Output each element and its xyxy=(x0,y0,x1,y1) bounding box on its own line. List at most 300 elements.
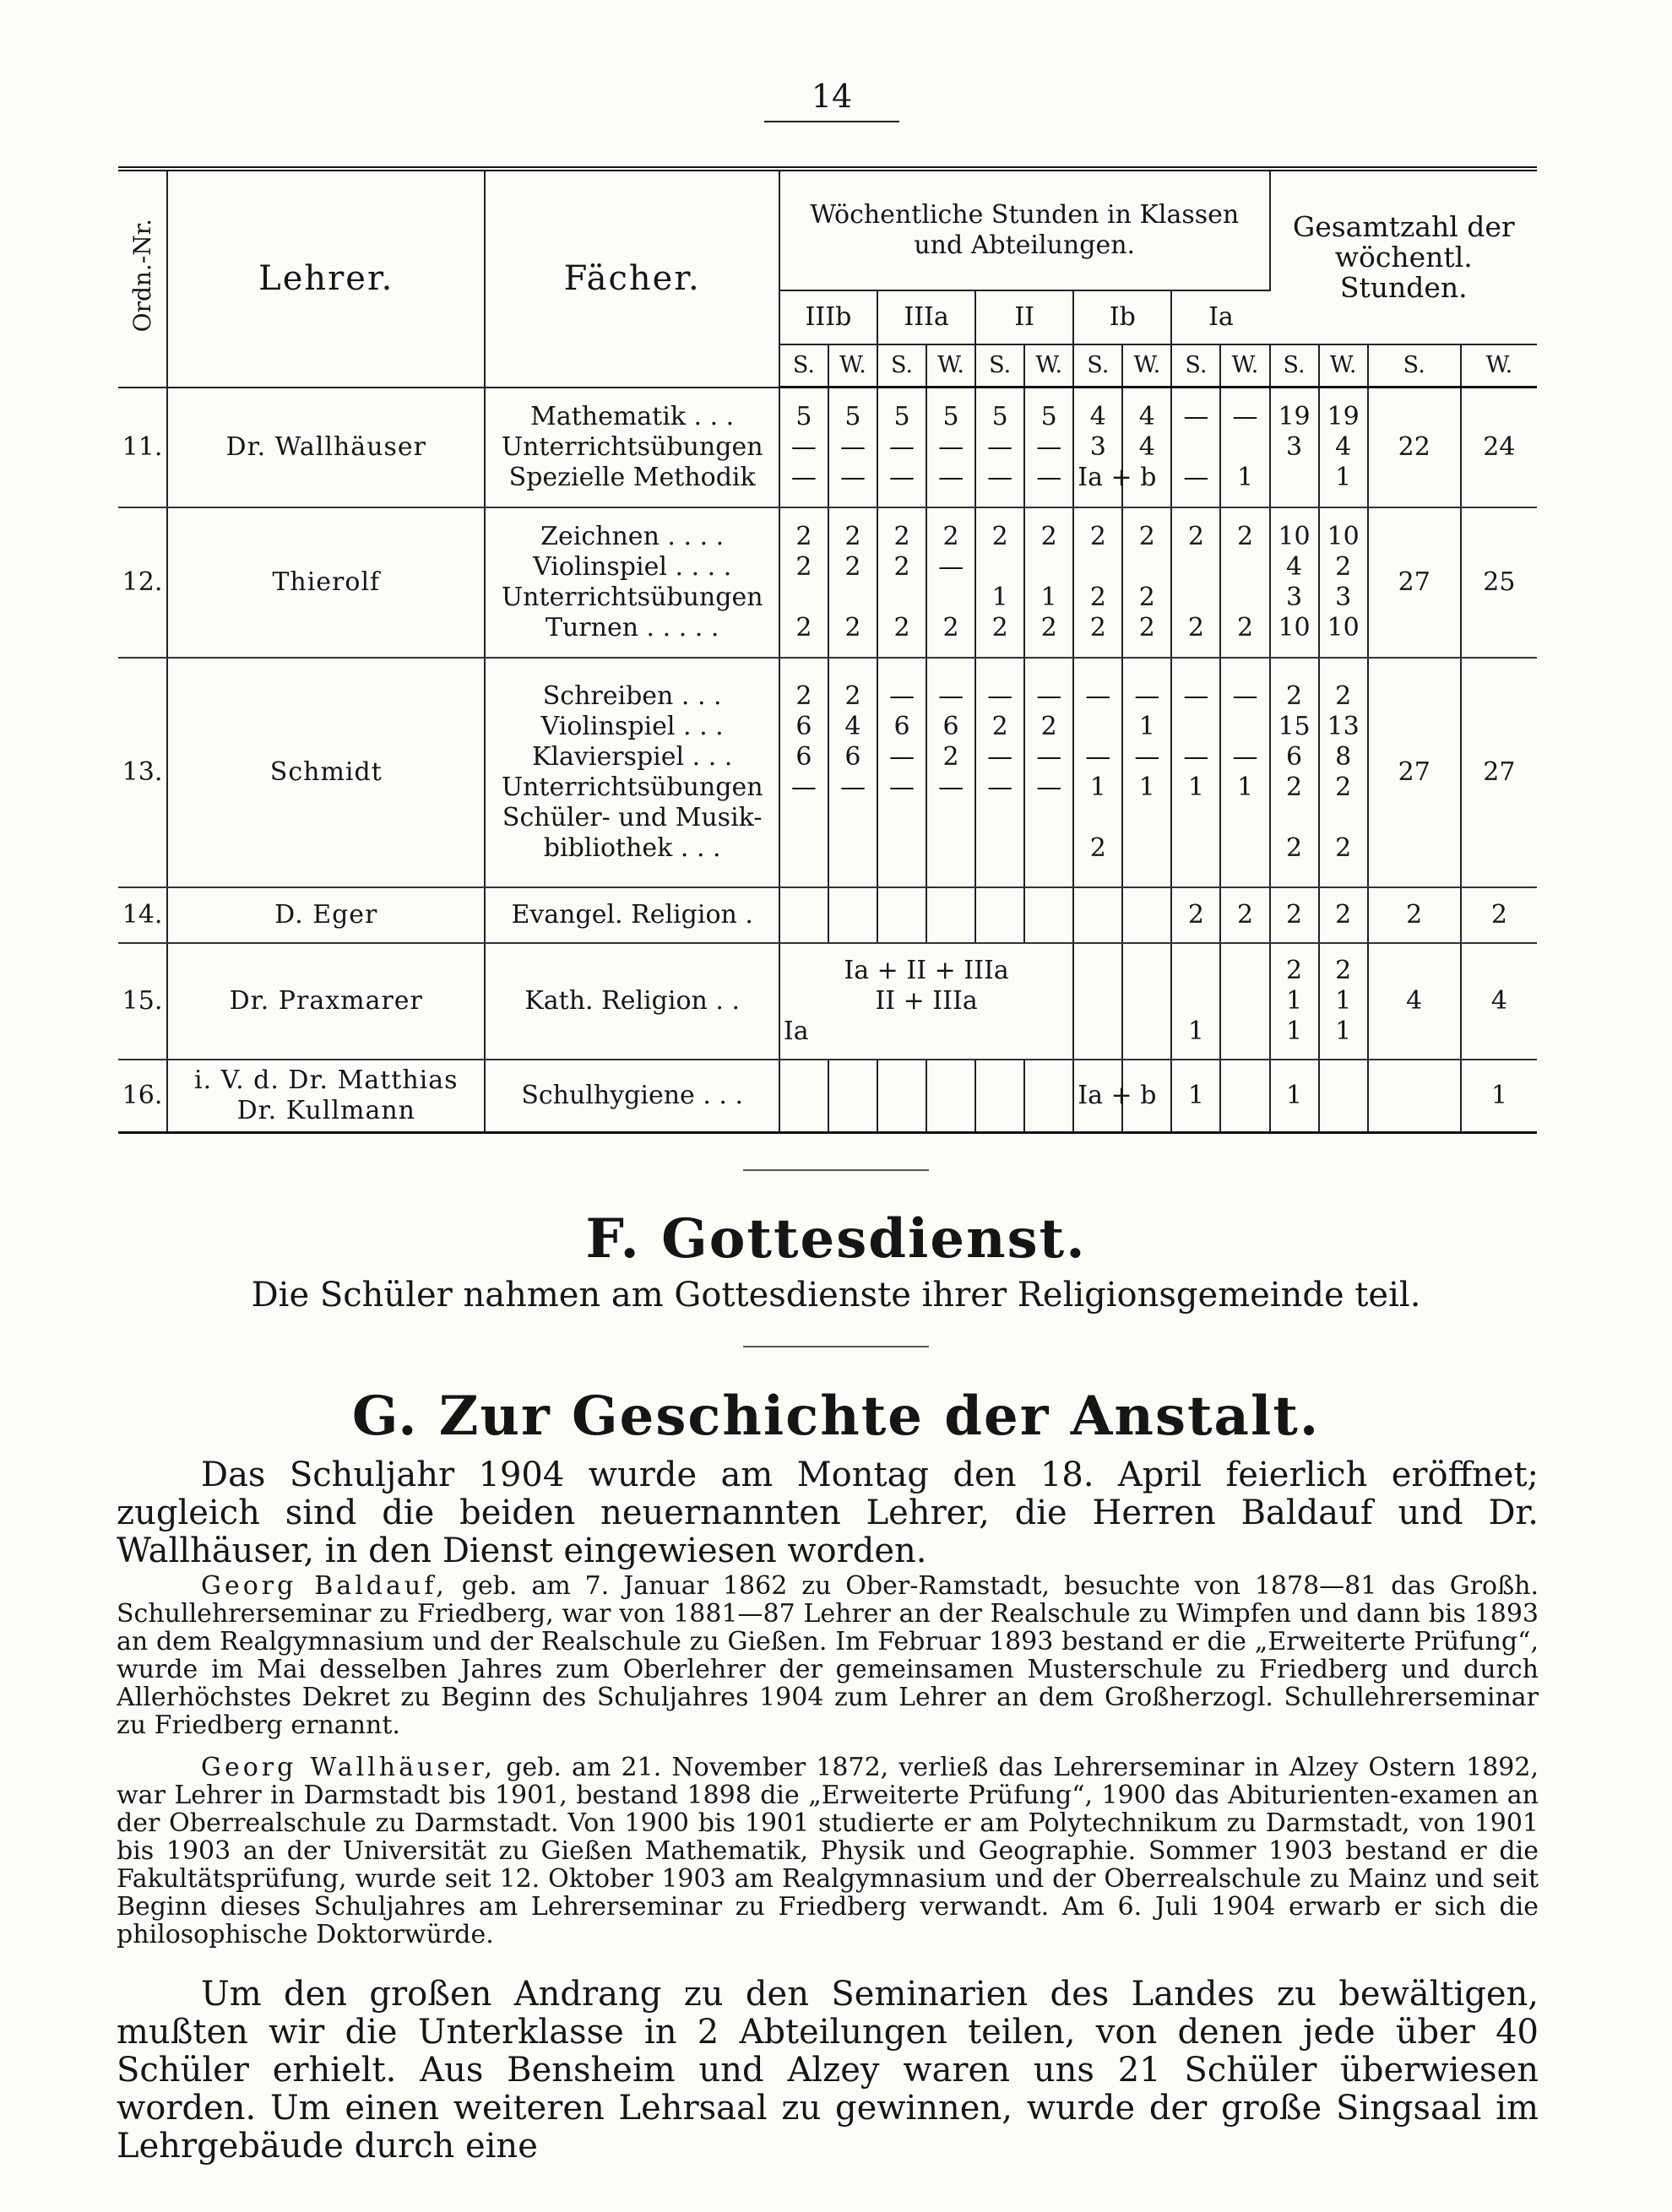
hours-value xyxy=(1175,583,1216,613)
header-winter: W. xyxy=(1024,344,1073,388)
header-class-IIIa: IIIa xyxy=(877,290,975,344)
person-name-wallhaeuser: Georg Wallhäuser, xyxy=(201,1753,497,1782)
hours-cell xyxy=(779,943,1073,1060)
hours-value: 10 xyxy=(1278,613,1311,642)
hours-cell xyxy=(1171,943,1220,1060)
hours-value: — xyxy=(1183,742,1209,772)
hours-value: — xyxy=(938,552,964,582)
hours-value xyxy=(980,900,1020,930)
subject-line: Unterrichtsübungen xyxy=(501,773,763,802)
hours-value: 2 xyxy=(844,522,861,551)
hours-value xyxy=(1029,552,1069,583)
hours-value: 4 xyxy=(844,712,861,741)
hours-value: 4 xyxy=(1286,552,1303,582)
hours-cell xyxy=(1073,388,1157,508)
header-summer: S. xyxy=(1270,344,1319,388)
teacher-name xyxy=(167,658,485,887)
hours-value xyxy=(931,803,971,833)
table-row xyxy=(118,1060,1537,1133)
hours-value xyxy=(882,900,922,930)
hours-value xyxy=(784,803,824,833)
hours-value xyxy=(833,1081,873,1111)
header-subjects: Fächer. xyxy=(485,169,779,388)
hours-value xyxy=(931,583,971,613)
hours-value: 6 xyxy=(795,712,812,741)
hours-value: 15 xyxy=(1278,712,1311,741)
hours-cell xyxy=(975,507,1024,658)
subject-line: Turnen . . . . . xyxy=(545,613,719,642)
teacher-name xyxy=(167,388,485,508)
table-row xyxy=(118,943,1537,1060)
hours-value: — xyxy=(1085,681,1111,711)
hours-value: — xyxy=(1134,742,1160,772)
hours-value: 2 xyxy=(893,522,910,551)
header-total: Gesamtzahl der wöchentl. Stunden. xyxy=(1270,169,1537,344)
teacher-hours-table xyxy=(118,166,1537,1134)
hours-value xyxy=(1274,803,1315,833)
hours-value: 2 xyxy=(844,552,861,582)
hours-value: 4 xyxy=(1089,402,1106,431)
hours-value: — xyxy=(1036,681,1062,711)
hours-cell xyxy=(926,658,975,887)
hours-value: 2 xyxy=(1040,712,1057,741)
hours-cell xyxy=(1220,943,1269,1060)
hours-value xyxy=(1224,1017,1265,1047)
paragraph-3-text: geb. am 21. November 1872, verließ das Lehrerseminar in Alzey Ostern 1892, war Lehrer in Darmstadt bis 1901, bestand 1898 die „Erweiterte Prüfung“, 1900 das Abiturienten-examen an der Oberrealschule zu Darmstadt. Von 1900 bis 1901 studierte er am Polytechnikum zu Darmstadt, von 1901 bis 1903 an der Universität zu Gießen Mathematik, Physik und Geographie. Sommer 1903 bestand er die Fakultätsprüfung, wurde seit 12. Oktober 1903 am Realgymnasium und der Oberrealschule zu Mainz und seit Beginn dieses Schuljahres am Lehrerseminar zu Friedberg verwandt. Am 6. Juli 1904 erwarb er sich die philosophische Doktorwürde. xyxy=(117,1753,1539,1949)
hours-value xyxy=(1078,803,1118,833)
hours-value: 2 xyxy=(1335,900,1352,930)
hours-value: 8 xyxy=(1335,742,1352,772)
hours-value xyxy=(1078,712,1118,742)
subject-line: Klavierspiel . . . xyxy=(532,742,733,772)
hours-cell xyxy=(877,887,926,943)
hours-cell xyxy=(975,887,1024,943)
total-summer: 27 xyxy=(1368,507,1461,658)
teacher-line: Thierolf xyxy=(272,567,381,597)
hours-cell xyxy=(828,658,877,887)
hours-value xyxy=(1224,1081,1265,1111)
hours-value: 1 xyxy=(1187,1081,1204,1110)
hours-value: 6 xyxy=(942,712,959,741)
hours-value xyxy=(784,833,824,864)
header-summer: S. xyxy=(1171,344,1220,388)
total-winter: 1 xyxy=(1461,1060,1537,1133)
teacher-name xyxy=(167,887,485,943)
combined-classes-line: II + IIIa xyxy=(875,986,978,1016)
hours-value xyxy=(1126,803,1167,833)
hours-value: 2 xyxy=(1286,773,1303,802)
hours-value: 1 xyxy=(1187,773,1204,802)
hours-cell xyxy=(1171,507,1220,658)
hours-value xyxy=(1029,803,1069,833)
row-number: 16. xyxy=(118,1060,167,1133)
table-row xyxy=(118,388,1537,508)
hours-cell xyxy=(1270,507,1319,658)
hours-cell xyxy=(975,388,1024,508)
hours-value xyxy=(1029,833,1069,864)
hours-value: 5 xyxy=(991,402,1008,431)
hours-value: 3 xyxy=(1286,432,1303,462)
hours-value xyxy=(980,1081,1020,1111)
hours-value: 13 xyxy=(1327,712,1360,741)
hours-value: 4 xyxy=(1138,432,1155,462)
row-number: 11. xyxy=(118,388,167,508)
subject-line: Unterrichtsübungen xyxy=(501,431,763,462)
hours-value: — xyxy=(1232,742,1258,772)
hours-cell xyxy=(877,658,926,887)
hours-cell xyxy=(1024,658,1073,887)
hours-value: 10 xyxy=(1327,613,1360,642)
hours-cell xyxy=(1220,1060,1269,1133)
combined-classes-line: Ia + II + IIIa xyxy=(844,956,1009,985)
hours-value xyxy=(931,900,971,930)
teacher-line: Dr. Wallhäuser xyxy=(225,431,427,462)
hours-value xyxy=(1175,833,1216,864)
hours-value: 2 xyxy=(1335,552,1352,582)
hours-value: 2 xyxy=(1187,613,1204,642)
hours-value: 2 xyxy=(1335,773,1352,802)
hours-value: 1 xyxy=(1335,986,1352,1016)
hours-value: — xyxy=(889,432,915,462)
total-summer: 2 xyxy=(1368,887,1461,943)
hours-value: 2 xyxy=(844,613,861,642)
row-number: 13. xyxy=(118,658,167,887)
hours-value: 19 xyxy=(1327,402,1360,431)
hours-value: Ia + b xyxy=(1078,1081,1157,1110)
hours-cell xyxy=(1073,507,1122,658)
header-teacher: Lehrer. xyxy=(167,169,485,388)
hours-value xyxy=(1126,552,1167,583)
hours-value: 5 xyxy=(844,402,861,431)
subject-line: Mathematik . . . xyxy=(530,401,735,431)
total-winter: 4 xyxy=(1461,943,1537,1060)
hours-cell xyxy=(1319,887,1368,943)
hours-value xyxy=(784,1081,824,1111)
subjects-cell xyxy=(485,507,779,658)
hours-value: 2 xyxy=(1286,900,1303,930)
hours-value xyxy=(1126,956,1167,986)
hours-cell xyxy=(926,388,975,508)
subject-line: Kath. Religion . . xyxy=(524,986,740,1016)
hours-value xyxy=(980,552,1020,583)
hours-cell xyxy=(1024,1060,1073,1133)
hours-value xyxy=(1224,583,1265,613)
hours-value: — xyxy=(1232,681,1258,711)
hours-cell xyxy=(1270,1060,1319,1133)
hours-value: 2 xyxy=(1286,956,1303,985)
hours-value: — xyxy=(1134,681,1160,711)
hours-cell xyxy=(1270,658,1319,887)
hours-value: 1 xyxy=(1089,773,1106,802)
hours-value: 1 xyxy=(1236,463,1254,492)
hours-cell xyxy=(1319,507,1368,658)
hours-cell xyxy=(779,1060,828,1133)
hours-value xyxy=(1224,712,1265,742)
hours-value: 1 xyxy=(1138,773,1155,802)
subject-line: Schüler- und Musik- xyxy=(502,803,763,832)
section-g-paragraph-4: Um den großen Andrang zu den Seminarien des Landes zu bewältigen, mußten wir die Unterklasse in 2 Abteilungen teilen, von denen jede über 40 Schüler erhielt. Aus Bensheim und Alzey waren uns 21 Schüler überwiesen worden. Um einen weiteren Lehrsaal zu gewinnen, wurde der große Singsaal im Lehrgebäude durch eine xyxy=(117,1975,1539,2166)
hours-value: — xyxy=(1036,742,1062,772)
hours-cell xyxy=(1171,1060,1220,1133)
header-class-IIIb: IIIb xyxy=(779,290,877,344)
total-summer: 4 xyxy=(1368,943,1461,1060)
hours-cell xyxy=(1319,388,1368,508)
hours-value xyxy=(1224,986,1265,1017)
hours-value: 2 xyxy=(1138,583,1155,612)
subjects-cell xyxy=(485,887,779,943)
hours-value: — xyxy=(938,773,964,802)
subjects-cell xyxy=(485,388,779,508)
hours-value: 2 xyxy=(795,522,812,551)
separator-rule xyxy=(743,1169,929,1171)
combined-classes-line: Ia xyxy=(783,1017,809,1046)
hours-cell xyxy=(828,507,877,658)
hours-value: 2 xyxy=(1138,522,1155,551)
hours-cell xyxy=(877,388,926,508)
hours-value: 2 xyxy=(1187,522,1204,551)
hours-cell xyxy=(1220,658,1269,887)
hours-cell xyxy=(1220,507,1269,658)
subject-line: Schulhygiene . . . xyxy=(521,1081,744,1110)
hours-value: — xyxy=(839,773,866,802)
hours-value xyxy=(1175,552,1216,583)
hours-value: 1 xyxy=(1138,712,1155,741)
hours-value: 2 xyxy=(795,613,812,642)
hours-value xyxy=(1224,956,1265,986)
hours-value: 2 xyxy=(1335,681,1352,711)
hours-value xyxy=(931,1081,971,1111)
hours-value: — xyxy=(1232,402,1258,431)
hours-value: 1 xyxy=(991,583,1008,612)
hours-value: 1 xyxy=(1040,583,1057,612)
hours-value xyxy=(1078,1017,1118,1047)
hours-value: 2 xyxy=(1236,613,1254,642)
section-f-heading: F. Gottesdienst. xyxy=(585,1207,1087,1271)
hours-value xyxy=(882,803,922,833)
hours-value: 5 xyxy=(795,402,812,431)
hours-value: 19 xyxy=(1278,402,1311,431)
hours-value: — xyxy=(1036,773,1062,802)
hours-value xyxy=(882,1081,922,1111)
hours-value xyxy=(1175,803,1216,833)
hours-value: — xyxy=(1085,742,1111,772)
hours-value xyxy=(833,803,873,833)
hours-value: 2 xyxy=(991,522,1008,551)
section-f-text: Die Schüler nahmen am Gottesdienste ihrer Religionsgemeinde teil. xyxy=(251,1276,1421,1315)
hours-value xyxy=(1224,432,1265,463)
header-summer: S. xyxy=(1073,344,1122,388)
header-winter: W. xyxy=(1461,344,1537,388)
section-g-heading: G. Zur Geschichte der Anstalt. xyxy=(351,1385,1321,1448)
hours-cell xyxy=(779,388,828,508)
hours-cell xyxy=(1122,507,1171,658)
table-row xyxy=(118,507,1537,658)
hours-cell xyxy=(1319,658,1368,887)
hours-value: 2 xyxy=(1335,833,1352,863)
page-number: 14 xyxy=(811,78,853,115)
hours-value: 6 xyxy=(1286,742,1303,772)
hours-value xyxy=(1224,803,1265,833)
hours-value: 2 xyxy=(1089,522,1106,551)
subject-line: Unterrichtsübungen xyxy=(501,583,763,612)
hours-value: 5 xyxy=(893,402,910,431)
total-summer: 22 xyxy=(1368,388,1461,508)
header-number: Ordn.-Nr. xyxy=(118,169,167,388)
subjects-cell xyxy=(485,1060,779,1133)
hours-value xyxy=(1126,900,1167,930)
hours-cell xyxy=(828,388,877,508)
hours-cell xyxy=(926,1060,975,1133)
hours-value: — xyxy=(889,742,915,772)
teacher-line: i. V. d. Dr. Matthias xyxy=(194,1065,459,1095)
header-winter: W. xyxy=(1319,344,1368,388)
hours-cell xyxy=(1171,658,1220,887)
hours-cell xyxy=(1073,1060,1157,1133)
total-summer xyxy=(1368,1060,1461,1133)
hours-value: — xyxy=(889,681,915,711)
hours-value xyxy=(882,583,922,613)
page-number-rule xyxy=(764,121,899,122)
subject-line: Schreiben . . . xyxy=(542,681,722,711)
hours-cell xyxy=(1073,943,1122,1060)
hours-value: — xyxy=(1036,432,1062,462)
hours-value: — xyxy=(790,463,817,492)
hours-cell xyxy=(1220,887,1269,943)
hours-value: Ia + b xyxy=(1078,463,1157,492)
header-class-Ia: Ia xyxy=(1171,290,1269,344)
subject-line: Violinspiel . . . . xyxy=(533,552,732,582)
hours-value: 1 xyxy=(1286,1081,1303,1110)
total-winter: 27 xyxy=(1461,658,1537,887)
hours-value xyxy=(833,900,873,930)
hours-value xyxy=(1126,986,1167,1017)
table-row xyxy=(118,658,1537,887)
hours-cell xyxy=(779,507,828,658)
hours-cell xyxy=(926,887,975,943)
section-g-paragraph-1: Das Schuljahr 1904 wurde am Montag den 18. April feierlich eröffnet; zugleich sind die beiden neuernannten Lehrer, die Herren Baldauf und Dr. Wallhäuser, in den Dienst eingewiesen worden. xyxy=(117,1456,1539,1570)
hours-value: 2 xyxy=(1040,522,1057,551)
hours-value xyxy=(1078,956,1118,986)
teacher-line: Schmidt xyxy=(269,757,383,787)
hours-value: 2 xyxy=(1286,681,1303,711)
hours-cell xyxy=(1073,887,1122,943)
header-winter: W. xyxy=(926,344,975,388)
hours-value: — xyxy=(987,773,1013,802)
subjects-cell xyxy=(485,943,779,1060)
hours-value: 2 xyxy=(942,742,959,772)
hours-cell xyxy=(1073,658,1122,887)
hours-cell xyxy=(1171,887,1220,943)
hours-value: 4 xyxy=(1138,402,1155,431)
total-summer: 27 xyxy=(1368,658,1461,887)
total-winter: 24 xyxy=(1461,388,1537,508)
header-winter: W. xyxy=(1122,344,1171,388)
hours-value: 2 xyxy=(1089,583,1106,612)
hours-value: 2 xyxy=(1187,900,1204,930)
total-winter: 25 xyxy=(1461,507,1537,658)
hours-value xyxy=(980,803,1020,833)
hours-value: 2 xyxy=(942,522,959,551)
teacher-line: D. Eger xyxy=(274,900,378,930)
hours-cell xyxy=(1024,887,1073,943)
subject-line: Violinspiel . . . xyxy=(540,712,724,741)
hours-value xyxy=(1224,552,1265,583)
hours-cell xyxy=(1220,388,1269,508)
hours-cell xyxy=(975,1060,1024,1133)
hours-cell xyxy=(975,658,1024,887)
hours-value: 1 xyxy=(1286,986,1303,1016)
hours-value: 2 xyxy=(893,552,910,582)
hours-value: 2 xyxy=(991,613,1008,642)
hours-value xyxy=(1126,1017,1167,1047)
row-number: 15. xyxy=(118,943,167,1060)
header-summer: S. xyxy=(877,344,926,388)
hours-value: — xyxy=(987,681,1013,711)
row-number: 14. xyxy=(118,887,167,943)
hours-value: — xyxy=(839,432,866,462)
paragraph-2-text: geb. am 7. Januar 1862 zu Ober-Ramstadt, besuchte von 1878—81 das Großh. Schullehrerseminar zu Friedberg, war von 1881—87 Lehrer an der Realschule zu Wimpfen und dann bis 1893 an dem Realgymnasium und der Realschule zu Gießen. Im Februar 1893 bestand er die „Erweiterte Prüfung“, wurde im Mai desselben Jahres zum Oberlehrer der gemeinsamen Musterschule zu Friedberg und durch Allerhöchstes Dekret zu Beginn des Schuljahres 1904 zum Lehrer an dem Großherzogl. Schullehrerseminar zu Friedberg ernannt. xyxy=(117,1571,1539,1740)
hours-value: — xyxy=(938,681,964,711)
hours-value xyxy=(784,583,824,613)
hours-value: 3 xyxy=(1089,432,1106,462)
hours-cell xyxy=(828,1060,877,1133)
hours-cell xyxy=(1122,943,1171,1060)
hours-value: 2 xyxy=(1089,833,1106,863)
hours-value xyxy=(1078,552,1118,583)
hours-value: — xyxy=(889,463,915,492)
hours-value: 4 xyxy=(1335,432,1352,462)
table-body xyxy=(118,388,1537,1133)
header-weekly-hours: Wöchentliche Stunden in Klassen und Abteilungen. xyxy=(779,169,1270,290)
hours-cell xyxy=(1024,507,1073,658)
hours-value: 10 xyxy=(1278,522,1311,551)
header-summer: S. xyxy=(1368,344,1461,388)
hours-cell xyxy=(1024,388,1073,508)
hours-value xyxy=(1274,463,1315,493)
header-winter: W. xyxy=(828,344,877,388)
hours-value: 2 xyxy=(1089,613,1106,642)
hours-cell xyxy=(779,658,828,887)
hours-cell xyxy=(779,887,828,943)
hours-value xyxy=(784,900,824,930)
hours-value: 2 xyxy=(942,613,959,642)
section-g-paragraph-3 xyxy=(117,1754,1539,1949)
hours-cell xyxy=(877,507,926,658)
hours-value: 10 xyxy=(1327,522,1360,551)
hours-value: 2 xyxy=(1236,522,1254,551)
hours-value: 2 xyxy=(1286,833,1303,863)
hours-value: 2 xyxy=(795,681,812,711)
hours-cell xyxy=(1171,388,1220,508)
subject-line: Evangel. Religion . xyxy=(511,900,753,930)
hours-value: 2 xyxy=(795,552,812,582)
header-summer: S. xyxy=(779,344,828,388)
hours-value: 1 xyxy=(1286,1017,1303,1046)
hours-value: 3 xyxy=(1286,583,1303,612)
person-name-baldauf: Georg Baldauf, xyxy=(201,1571,448,1601)
hours-value: 1 xyxy=(1335,1017,1352,1046)
hours-value xyxy=(1126,833,1167,864)
hours-value xyxy=(980,833,1020,864)
hours-value: — xyxy=(938,463,964,492)
teacher-name xyxy=(167,943,485,1060)
hours-value: 2 xyxy=(991,712,1008,741)
hours-value xyxy=(1175,956,1216,986)
hours-value xyxy=(1323,803,1364,833)
hours-value: 3 xyxy=(1335,583,1352,612)
hours-value xyxy=(1029,1081,1069,1111)
hours-value xyxy=(1175,986,1216,1017)
